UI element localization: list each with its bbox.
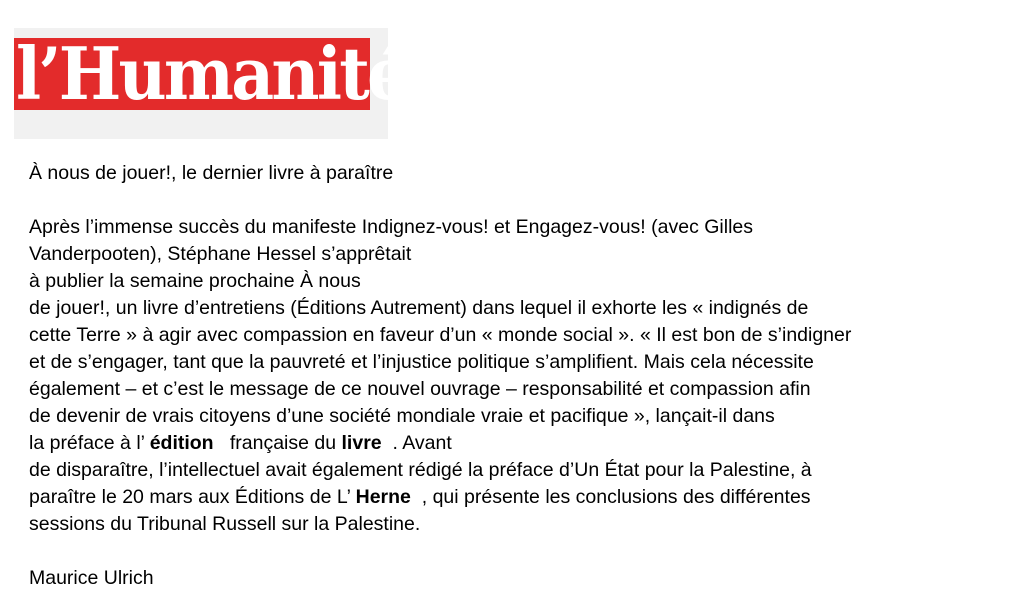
body-line-7: également – et c’est le message de ce nouvel ouvrage – responsabilité et compassion afin <box>29 378 811 400</box>
spacer <box>29 187 1009 214</box>
body-text: la préface à l’ <box>29 432 150 454</box>
body-line-11 <box>29 484 1009 511</box>
keyword-edition: édition <box>149 432 214 454</box>
logo-text: l’Humanité <box>16 31 407 116</box>
body-text: paraître le 20 mars aux Éditions de L’ <box>29 486 356 508</box>
keyword-herne: Herne <box>355 486 411 508</box>
body-text: , qui présente les conclusions des différentes <box>410 486 811 508</box>
author-name: Maurice Ulrich <box>29 567 154 589</box>
body-line-12: sessions du Tribunal Russell sur la Palestine. <box>29 513 421 535</box>
body-line-9 <box>29 430 1009 457</box>
body-line-5: cette Terre » à agir avec compassion en faveur d’un « monde social ». « Il est bon de s’indigner <box>29 324 852 346</box>
body-line-8: de devenir de vrais citoyens d’une société mondiale vraie et pacifique », lançait-il dans <box>29 405 775 427</box>
body-text: . Avant <box>381 432 452 454</box>
body-text: française du <box>213 432 342 454</box>
body-line-10: de disparaître, l’intellectuel avait également rédigé la préface d’Un État pour la Palestine, à <box>29 459 812 481</box>
logo-area <box>14 28 407 139</box>
newspaper-logo <box>14 31 407 116</box>
body-line-6: et de s’engager, tant que la pauvreté et l’injustice politique s’amplifient. Mais cela nécessite <box>29 351 814 373</box>
body-line-1: Après l’immense succès du manifeste Indignez-vous! et Engagez-vous! (avec Gilles <box>29 216 754 238</box>
article-body <box>29 214 1009 538</box>
spacer <box>29 538 1009 565</box>
keyword-livre: livre <box>341 432 382 454</box>
article <box>29 160 1009 592</box>
body-line-3: à publier la semaine prochaine À nous <box>29 270 361 292</box>
body-line-2: Vanderpooten), Stéphane Hessel s’apprêtait <box>29 243 412 265</box>
article-headline: À nous de jouer!, le dernier livre à paraître <box>29 162 394 184</box>
body-line-4: de jouer!, un livre d’entretiens (Éditions Autrement) dans lequel il exhorte les « indignés de <box>29 297 809 319</box>
